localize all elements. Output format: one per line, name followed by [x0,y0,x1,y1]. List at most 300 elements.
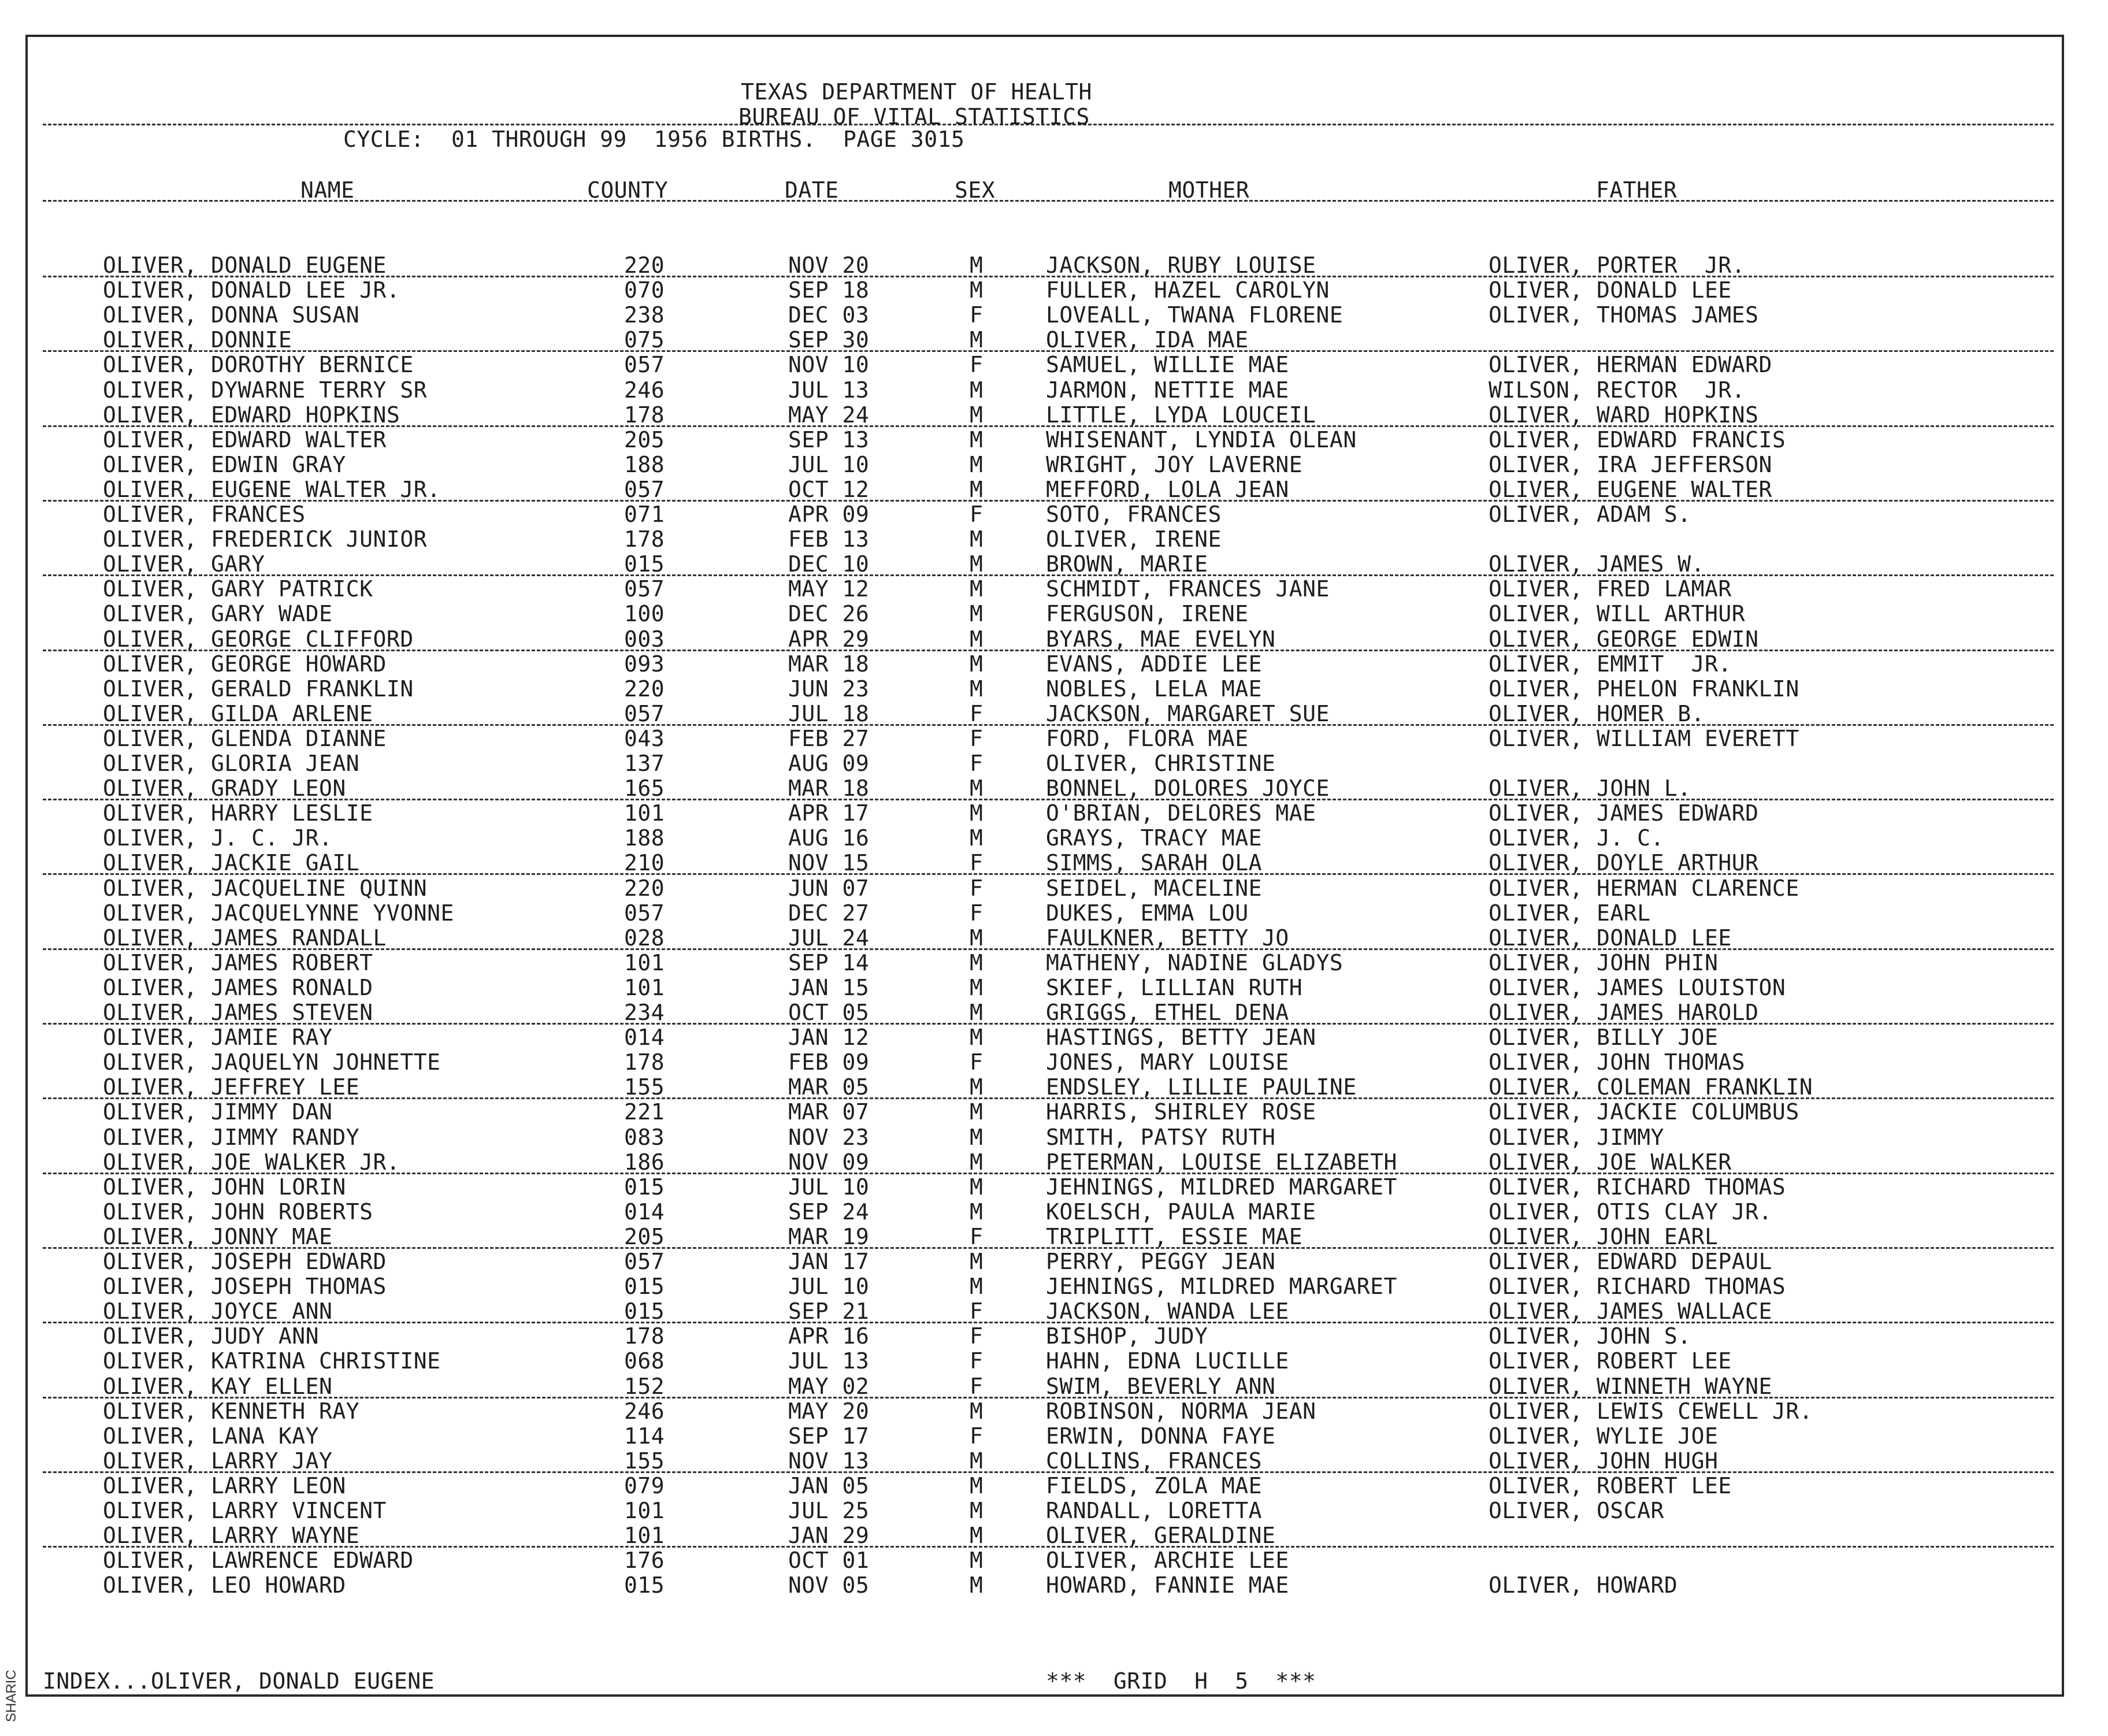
cell-county: 015 [624,1299,665,1325]
cell-name: OLIVER, JEFFREY LEE [103,1074,360,1100]
cell-name: OLIVER, JOSEPH EDWARD [103,1249,387,1274]
cycle-line: CYCLE: 01 THROUGH 99 1956 BIRTHS. PAGE 3015 [343,127,965,152]
cell-county: 178 [624,1049,665,1075]
cell-date: FEB 09 [788,1049,870,1075]
cell-name: OLIVER, JAMIE RAY [103,1025,333,1051]
cell-date: SEP 14 [788,949,870,975]
cell-mother: FULLER, HAZEL CAROLYN [1046,277,1330,303]
cell-date: APR 17 [788,800,870,826]
cell-mother: FIELDS, ZOLA MAE [1046,1472,1263,1498]
cell-sex: M [970,1448,984,1474]
cell-date: DEC 27 [788,900,870,926]
cell-sex: M [970,676,984,702]
cell-sex: M [970,800,984,826]
cell-date: OCT 05 [788,1000,870,1025]
cell-sex: M [970,1174,984,1200]
cell-county: 137 [624,751,665,776]
cell-name: OLIVER, FREDERICK JUNIOR [103,526,428,552]
cell-sex: F [970,1323,984,1349]
cell-sex: M [970,1249,984,1274]
cell-mother: HASTINGS, BETTY JEAN [1046,1025,1316,1051]
cell-name: OLIVER, DONNIE [103,327,292,353]
cell-name: OLIVER, GARY WADE [103,601,333,627]
cell-sex: M [970,776,984,802]
index-line: INDEX...OLIVER, DONALD EUGENE [43,1668,435,1694]
cell-mother: MEFFORD, LOLA JEAN [1046,476,1289,502]
cell-date: AUG 16 [788,825,870,851]
cell-date: JUL 18 [788,700,870,726]
cell-county: 028 [624,925,665,951]
cell-mother: WRIGHT, JOY LAVERNE [1046,451,1303,477]
cell-name: OLIVER, JACQUELINE QUINN [103,875,428,901]
cell-father: OLIVER, THOMAS JAMES [1489,302,1759,328]
cell-father: OLIVER, JIMMY [1489,1124,1664,1150]
cell-father: OLIVER, BILLY JOE [1489,1025,1719,1051]
cell-mother: JONES, MARY LOUISE [1046,1049,1289,1075]
cell-sex: M [970,551,984,577]
cell-name: OLIVER, GARY [103,551,265,577]
cell-date: NOV 09 [788,1149,870,1175]
cell-county: 176 [624,1548,665,1574]
cell-mother: DUKES, EMMA LOU [1046,900,1249,926]
cell-mother: OLIVER, ARCHIE LEE [1046,1548,1289,1574]
cell-sex: F [970,1423,984,1449]
cell-mother: BROWN, MARIE [1046,551,1208,577]
cell-mother: ENDSLEY, LILLIE PAULINE [1046,1074,1357,1100]
cell-sex: F [970,850,984,876]
cell-county: 246 [624,377,665,403]
cell-county: 057 [624,352,665,378]
cell-name: OLIVER, LARRY JAY [103,1448,333,1474]
cell-name: OLIVER, GEORGE CLIFFORD [103,626,414,652]
cell-name: OLIVER, JOE WALKER JR. [103,1149,400,1175]
cell-date: SEP 17 [788,1423,870,1449]
cell-county: 186 [624,1149,665,1175]
cell-date: JUN 23 [788,676,870,702]
cell-sex: M [970,1398,984,1424]
cell-name: OLIVER, EDWARD WALTER [103,426,387,452]
cell-sex: M [970,651,984,677]
cell-date: NOV 10 [788,352,870,378]
grid-label: *** GRID H 5 *** [1046,1668,1316,1694]
cell-father: OLIVER, IRA JEFFERSON [1489,451,1772,477]
cell-name: OLIVER, HARRY LESLIE [103,800,373,826]
cell-sex: M [970,825,984,851]
cell-sex: M [970,476,984,502]
cell-name: OLIVER, JOHN LORIN [103,1174,346,1200]
cell-mother: GRIGGS, ETHEL DENA [1046,1000,1289,1025]
cell-county: 057 [624,900,665,926]
cell-county: 057 [624,576,665,602]
cell-mother: O'BRIAN, DELORES MAE [1046,800,1316,826]
cell-date: DEC 26 [788,601,870,627]
cell-county: 075 [624,327,665,353]
cell-name: OLIVER, LARRY LEON [103,1472,346,1498]
cell-county: 057 [624,700,665,726]
column-header-sex: SEX [955,177,996,203]
cell-mother: JEHNINGS, MILDRED MARGARET [1046,1174,1397,1200]
cell-name: OLIVER, LEO HOWARD [103,1572,346,1598]
cell-sex: M [970,974,984,1000]
cell-mother: OLIVER, CHRISTINE [1046,751,1276,776]
cell-county: 015 [624,1274,665,1300]
cell-date: APR 09 [788,502,870,527]
cell-county: 015 [624,1174,665,1200]
cell-father: OLIVER, JOHN L. [1489,776,1691,802]
cell-father: OLIVER, HERMAN EDWARD [1489,352,1772,378]
cell-date: MAY 12 [788,576,870,602]
cell-date: OCT 01 [788,1548,870,1574]
cell-county: 205 [624,426,665,452]
cell-name: OLIVER, EUGENE WALTER JR. [103,476,441,502]
cell-date: APR 16 [788,1323,870,1349]
cell-date: NOV 20 [788,253,870,278]
cell-father: OLIVER, JAMES HAROLD [1489,1000,1759,1025]
cell-name: OLIVER, DONALD LEE JR. [103,277,400,303]
cell-father: OLIVER, HOMER B. [1489,700,1705,726]
cell-date: APR 29 [788,626,870,652]
cell-father: OLIVER, JOHN EARL [1489,1223,1719,1249]
cell-date: NOV 05 [788,1572,870,1598]
cell-sex: M [970,1099,984,1125]
cell-father: OLIVER, JAMES EDWARD [1489,800,1759,826]
cell-name: OLIVER, JIMMY DAN [103,1099,333,1125]
cell-county: 152 [624,1373,665,1399]
cell-county: 101 [624,1498,665,1523]
cell-county: 015 [624,551,665,577]
cell-sex: M [970,1498,984,1523]
cell-mother: HAHN, EDNA LUCILLE [1046,1348,1289,1374]
cell-mother: JARMON, NETTIE MAE [1046,377,1289,403]
cell-sex: M [970,327,984,353]
cell-sex: M [970,1274,984,1300]
cell-date: DEC 10 [788,551,870,577]
cell-date: OCT 12 [788,476,870,502]
cell-date: JUL 24 [788,925,870,951]
cell-date: MAY 24 [788,402,870,428]
cell-sex: F [970,1223,984,1249]
cell-mother: JEHNINGS, MILDRED MARGARET [1046,1274,1397,1300]
cell-county: 057 [624,476,665,502]
cell-name: OLIVER, EDWARD HOPKINS [103,402,400,428]
cell-father: OLIVER, RICHARD THOMAS [1489,1274,1786,1300]
cell-name: OLIVER, JAMES ROBERT [103,949,373,975]
cell-sex: F [970,1348,984,1374]
cell-father: OLIVER, FRED LAMAR [1489,576,1732,602]
cell-county: 155 [624,1074,665,1100]
cell-county: 155 [624,1448,665,1474]
cell-date: JUN 07 [788,875,870,901]
cell-name: OLIVER, JOYCE ANN [103,1299,333,1325]
column-header-rule [43,200,2054,202]
cell-county: 101 [624,1523,665,1549]
cell-sex: M [970,925,984,951]
cell-sex: M [970,377,984,403]
cell-father: OLIVER, OTIS CLAY JR. [1489,1199,1772,1225]
cell-name: OLIVER, JOSEPH THOMAS [103,1274,387,1300]
column-header-date: DATE [785,177,839,203]
cell-date: NOV 23 [788,1124,870,1150]
column-header-county: COUNTY [587,177,669,203]
cell-county: 057 [624,1249,665,1274]
cell-father: OLIVER, JAMES LOUISTON [1489,974,1786,1000]
cell-sex: M [970,277,984,303]
cell-mother: OLIVER, GERALDINE [1046,1523,1276,1549]
cell-county: 205 [624,1223,665,1249]
row-rule [43,873,2054,875]
cell-name: OLIVER, DYWARNE TERRY SR [103,377,428,403]
cell-father: OLIVER, WILL ARTHUR [1489,601,1746,627]
cell-name: OLIVER, GERALD FRANKLIN [103,676,414,702]
cell-father: OLIVER, WINNETH WAYNE [1489,1373,1772,1399]
cell-father: OLIVER, ROBERT LEE [1489,1348,1732,1374]
cell-name: OLIVER, JUDY ANN [103,1323,320,1349]
cell-date: SEP 13 [788,426,870,452]
cell-father: OLIVER, PHELON FRANKLIN [1489,676,1799,702]
cell-mother: MATHENY, NADINE GLADYS [1046,949,1344,975]
cell-name: OLIVER, JAMES RANDALL [103,925,387,951]
cell-sex: F [970,900,984,926]
cell-father: OLIVER, WILLIAM EVERETT [1489,725,1799,751]
cell-sex: M [970,253,984,278]
cell-mother: LOVEALL, TWANA FLORENE [1046,302,1344,328]
cell-mother: LITTLE, LYDA LOUCEIL [1046,402,1316,428]
cell-sex: F [970,875,984,901]
cell-sex: M [970,1025,984,1051]
cell-date: SEP 30 [788,327,870,353]
cell-mother: TRIPLITT, ESSIE MAE [1046,1223,1303,1249]
cell-name: OLIVER, JAMES STEVEN [103,1000,373,1025]
cell-name: OLIVER, DONALD EUGENE [103,253,387,278]
cell-sex: M [970,402,984,428]
cell-county: 093 [624,651,665,677]
cell-father: OLIVER, ROBERT LEE [1489,1472,1732,1498]
cell-father: OLIVER, JOHN PHIN [1489,949,1719,975]
cell-name: OLIVER, GRADY LEON [103,776,346,802]
cell-mother: SCHMIDT, FRANCES JANE [1046,576,1330,602]
cell-name: OLIVER, LANA KAY [103,1423,320,1449]
cell-name: OLIVER, FRANCES [103,502,306,527]
cell-sex: F [970,1373,984,1399]
cell-date: FEB 27 [788,725,870,751]
cell-county: 101 [624,949,665,975]
cell-date: DEC 03 [788,302,870,328]
cell-father: OLIVER, PORTER JR. [1489,253,1746,278]
cell-date: JAN 12 [788,1025,870,1051]
cell-mother: SAMUEL, WILLIE MAE [1046,352,1289,378]
cell-sex: F [970,725,984,751]
cell-name: OLIVER, JACKIE GAIL [103,850,360,876]
cell-county: 079 [624,1472,665,1498]
cell-county: 101 [624,800,665,826]
cell-father: OLIVER, WYLIE JOE [1489,1423,1719,1449]
cell-sex: F [970,302,984,328]
cell-sex: M [970,1523,984,1549]
cell-name: OLIVER, JONNY MAE [103,1223,333,1249]
cell-father: OLIVER, JOE WALKER [1489,1149,1732,1175]
cell-sex: M [970,526,984,552]
cell-sex: F [970,352,984,378]
cell-sex: M [970,451,984,477]
cell-county: 014 [624,1199,665,1225]
cell-sex: M [970,626,984,652]
cell-father: OLIVER, EMMIT JR. [1489,651,1732,677]
cell-date: MAY 02 [788,1373,870,1399]
cell-father: OLIVER, WARD HOPKINS [1489,402,1759,428]
cell-county: 101 [624,974,665,1000]
cell-father: OLIVER, J. C. [1489,825,1664,851]
cell-mother: SIMMS, SARAH OLA [1046,850,1263,876]
cell-date: JAN 15 [788,974,870,1000]
cell-date: JUL 10 [788,1274,870,1300]
cell-father: OLIVER, ADAM S. [1489,502,1691,527]
cell-father: OLIVER, JOHN HUGH [1489,1448,1719,1474]
cell-sex: M [970,1124,984,1150]
cell-county: 178 [624,1323,665,1349]
column-header-father: FATHER [1596,177,1678,203]
cell-date: MAY 20 [788,1398,870,1424]
cell-name: OLIVER, JAQUELYN JOHNETTE [103,1049,441,1075]
cell-county: 221 [624,1099,665,1125]
cell-name: OLIVER, GLENDA DIANNE [103,725,387,751]
cell-name: OLIVER, LARRY WAYNE [103,1523,360,1549]
cell-county: 070 [624,277,665,303]
cell-father: OLIVER, JACKIE COLUMBUS [1489,1099,1799,1125]
cell-mother: BISHOP, JUDY [1046,1323,1208,1349]
cell-date: JUL 10 [788,451,870,477]
cell-county: 165 [624,776,665,802]
cell-county: 234 [624,1000,665,1025]
bureau-title: BUREAU OF VITAL STATISTICS [738,104,1090,129]
cell-mother: HARRIS, SHIRLEY ROSE [1046,1099,1316,1125]
cell-father: OLIVER, HERMAN CLARENCE [1489,875,1799,901]
cell-date: MAR 18 [788,651,870,677]
cell-father: OLIVER, JAMES W. [1489,551,1705,577]
cell-date: JUL 10 [788,1174,870,1200]
cell-mother: JACKSON, RUBY LOUISE [1046,253,1316,278]
cell-date: NOV 15 [788,850,870,876]
cell-date: AUG 09 [788,751,870,776]
cell-father: OLIVER, OSCAR [1489,1498,1664,1523]
cell-mother: SOTO, FRANCES [1046,502,1222,527]
cell-name: OLIVER, KENNETH RAY [103,1398,360,1424]
cell-name: OLIVER, JOHN ROBERTS [103,1199,373,1225]
cell-name: OLIVER, JAMES RONALD [103,974,373,1000]
cell-sex: M [970,1199,984,1225]
cell-mother: HOWARD, FANNIE MAE [1046,1572,1289,1598]
cell-county: 178 [624,526,665,552]
cell-mother: ROBINSON, NORMA JEAN [1046,1398,1316,1424]
cell-name: OLIVER, J. C. JR. [103,825,333,851]
cell-date: SEP 18 [788,277,870,303]
cell-county: 003 [624,626,665,652]
cell-mother: FERGUSON, IRENE [1046,601,1249,627]
cell-date: MAR 18 [788,776,870,802]
cell-mother: OLIVER, IDA MAE [1046,327,1249,353]
cell-sex: M [970,601,984,627]
cell-mother: OLIVER, IRENE [1046,526,1222,552]
cell-date: JAN 29 [788,1523,870,1549]
column-header-mother: MOTHER [1168,177,1250,203]
cell-father: OLIVER, JOHN S. [1489,1323,1691,1349]
cell-father: OLIVER, JOHN THOMAS [1489,1049,1746,1075]
cell-county: 083 [624,1124,665,1150]
cell-sex: M [970,949,984,975]
cell-county: 068 [624,1348,665,1374]
cell-mother: FORD, FLORA MAE [1046,725,1249,751]
cell-mother: PETERMAN, LOUISE ELIZABETH [1046,1149,1397,1175]
cell-date: JUL 25 [788,1498,870,1523]
cell-mother: GRAYS, TRACY MAE [1046,825,1263,851]
cell-county: 246 [624,1398,665,1424]
side-label: SHARIC [3,1670,19,1722]
cell-father: WILSON, RECTOR JR. [1489,377,1746,403]
cell-mother: BYARS, MAE EVELYN [1046,626,1276,652]
cell-father: OLIVER, DONALD LEE [1489,277,1732,303]
cell-county: 015 [624,1572,665,1598]
cell-mother: FAULKNER, BETTY JO [1046,925,1289,951]
cell-name: OLIVER, KAY ELLEN [103,1373,333,1399]
cell-mother: COLLINS, FRANCES [1046,1448,1263,1474]
cell-mother: KOELSCH, PAULA MARIE [1046,1199,1316,1225]
cell-sex: M [970,1074,984,1100]
cell-mother: PERRY, PEGGY JEAN [1046,1249,1276,1274]
cell-date: JAN 05 [788,1472,870,1498]
cell-county: 188 [624,451,665,477]
cell-name: OLIVER, GEORGE HOWARD [103,651,387,677]
cell-name: OLIVER, JACQUELYNNE YVONNE [103,900,454,926]
column-header-name: NAME [300,177,355,203]
cell-father: OLIVER, COLEMAN FRANKLIN [1489,1074,1813,1100]
cell-name: OLIVER, DOROTHY BERNICE [103,352,414,378]
cell-date: JUL 13 [788,1348,870,1374]
cell-county: 100 [624,601,665,627]
cell-county: 043 [624,725,665,751]
cell-sex: F [970,700,984,726]
cell-father: OLIVER, HOWARD [1489,1572,1678,1598]
cell-sex: M [970,1000,984,1025]
cell-sex: M [970,1472,984,1498]
cell-mother: EVANS, ADDIE LEE [1046,651,1263,677]
cell-county: 220 [624,676,665,702]
cell-name: OLIVER, KATRINA CHRISTINE [103,1348,441,1374]
cell-father: OLIVER, GEORGE EDWIN [1489,626,1759,652]
cell-county: 220 [624,875,665,901]
cell-name: OLIVER, DONNA SUSAN [103,302,360,328]
cell-father: OLIVER, EUGENE WALTER [1489,476,1772,502]
cell-mother: NOBLES, LELA MAE [1046,676,1263,702]
cell-sex: M [970,576,984,602]
department-title: TEXAS DEPARTMENT OF HEALTH [741,79,1092,105]
cell-date: JUL 13 [788,377,870,403]
cell-name: OLIVER, GLORIA JEAN [103,751,360,776]
cell-sex: M [970,1548,984,1574]
cell-sex: M [970,1572,984,1598]
cell-father: OLIVER, LEWIS CEWELL JR. [1489,1398,1813,1424]
cell-father: OLIVER, RICHARD THOMAS [1489,1174,1786,1200]
cell-father: OLIVER, EDWARD FRANCIS [1489,426,1786,452]
cell-date: SEP 24 [788,1199,870,1225]
cell-name: OLIVER, GARY PATRICK [103,576,373,602]
cell-name: OLIVER, LARRY VINCENT [103,1498,387,1523]
cell-name: OLIVER, EDWIN GRAY [103,451,346,477]
cell-county: 178 [624,402,665,428]
cell-father: OLIVER, JAMES WALLACE [1489,1299,1772,1325]
cell-date: JAN 17 [788,1249,870,1274]
cell-county: 220 [624,253,665,278]
cell-date: MAR 05 [788,1074,870,1100]
cell-date: MAR 19 [788,1223,870,1249]
